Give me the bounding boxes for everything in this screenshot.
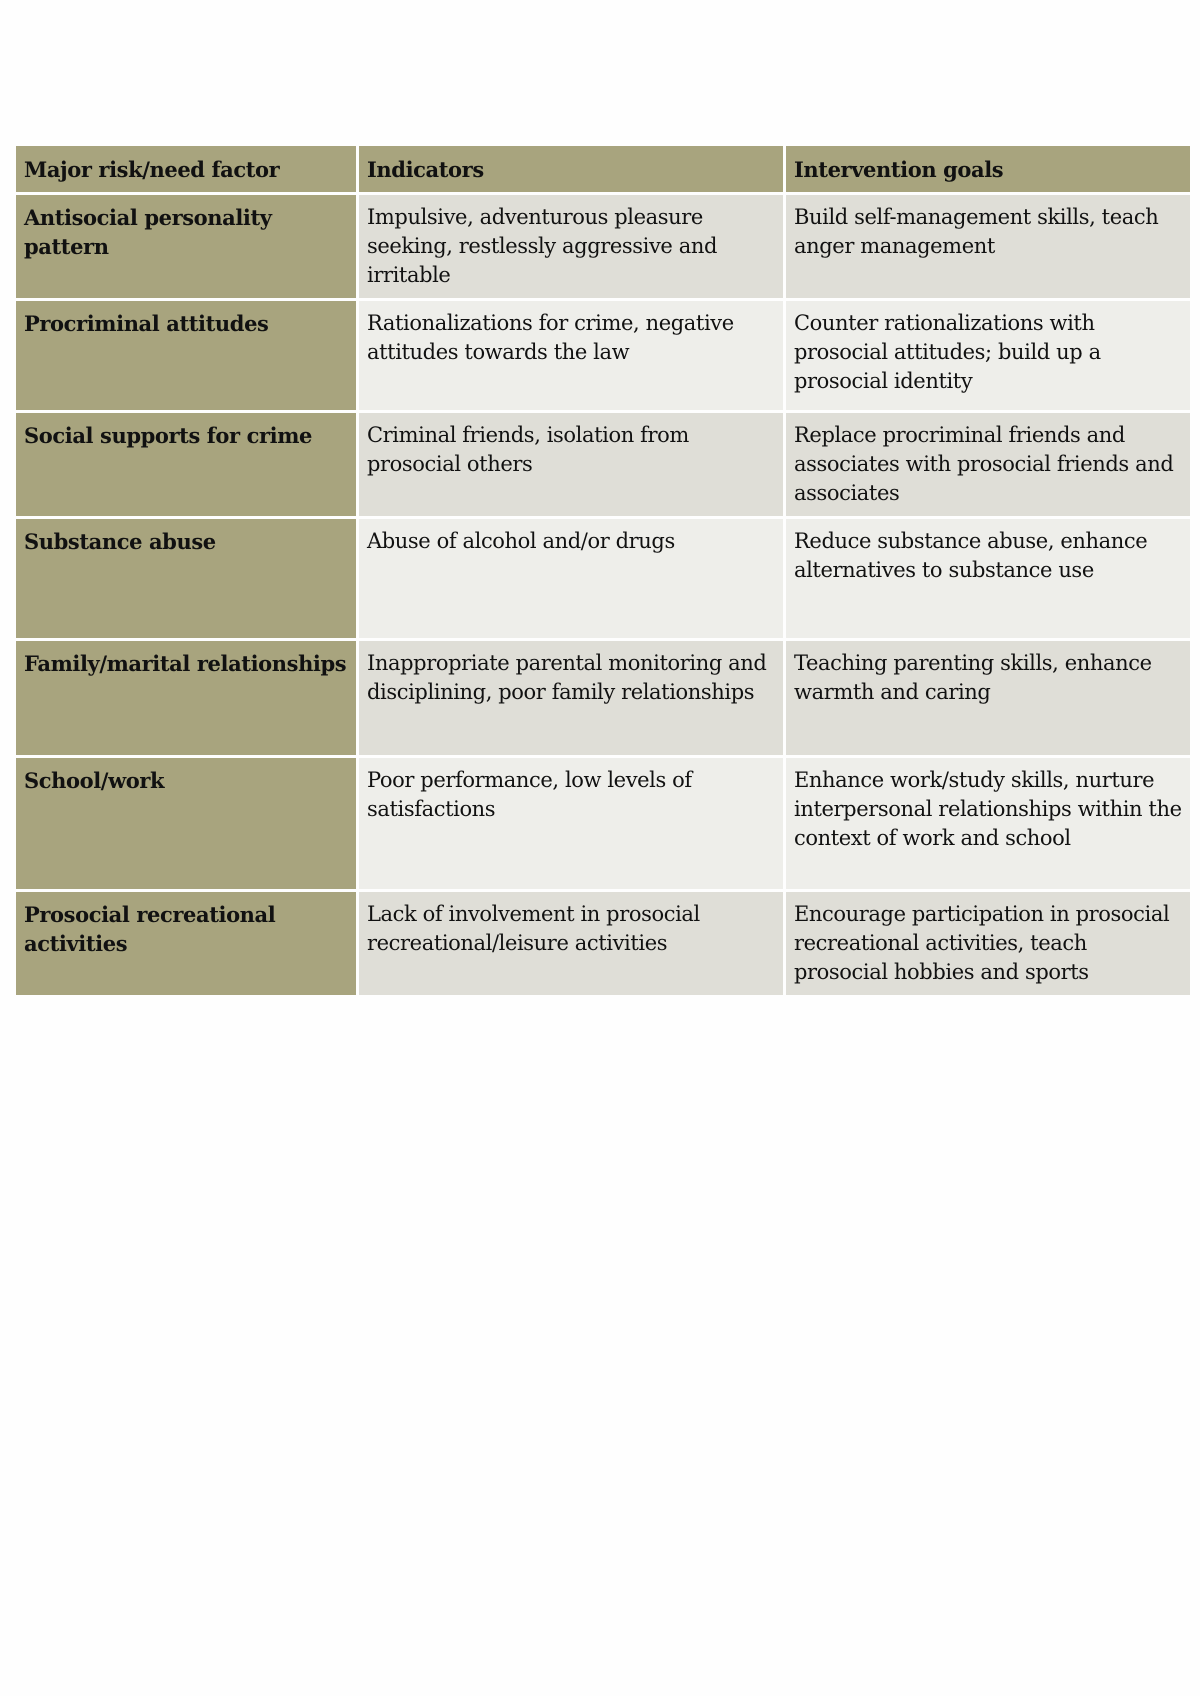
risk-need-table (13, 143, 1193, 998)
indicators-cell: Lack of involvement in prosocial recreational/leisure activities (359, 892, 783, 995)
table-row (16, 519, 1190, 638)
indicators-cell: Inappropriate parental monitoring and disciplining, poor family relationships (359, 641, 783, 755)
table-row (16, 641, 1190, 755)
table-row (16, 413, 1190, 516)
indicators-cell: Criminal friends, isolation from prosocial others (359, 413, 783, 516)
indicators-cell: Rationalizations for crime, negative attitudes towards the law (359, 301, 783, 410)
header-indicators: Indicators (359, 146, 783, 192)
indicators-cell: Poor performance, low levels of satisfactions (359, 758, 783, 889)
intervention-goals-cell: Build self-management skills, teach anger management (786, 195, 1190, 298)
table-row (16, 195, 1190, 298)
table-row (16, 758, 1190, 889)
table-row (16, 892, 1190, 995)
intervention-goals-cell: Encourage participation in prosocial recreational activities, teach prosocial hobbies and sports (786, 892, 1190, 995)
intervention-goals-cell: Teaching parenting skills, enhance warmth and caring (786, 641, 1190, 755)
header-intervention-goals: Intervention goals (786, 146, 1190, 192)
table-row (16, 301, 1190, 410)
header-risk-factor: Major risk/need factor (16, 146, 356, 192)
indicators-cell: Impulsive, adventurous pleasure seeking, restlessly aggressive and irritable (359, 195, 783, 298)
indicators-cell: Abuse of alcohol and/or drugs (359, 519, 783, 638)
intervention-goals-cell: Replace procriminal friends and associates with prosocial friends and associates (786, 413, 1190, 516)
risk-factor-cell: School/work (16, 758, 356, 889)
risk-factor-cell: Procriminal attitudes (16, 301, 356, 410)
table-header-row (16, 146, 1190, 192)
risk-factor-cell: Prosocial recreational activities (16, 892, 356, 995)
intervention-goals-cell: Counter rationalizations with prosocial attitudes; build up a prosocial identity (786, 301, 1190, 410)
risk-factor-cell: Family/marital relationships (16, 641, 356, 755)
risk-factor-cell: Substance abuse (16, 519, 356, 638)
risk-factor-cell: Antisocial personality pattern (16, 195, 356, 298)
intervention-goals-cell: Reduce substance abuse, enhance alternatives to substance use (786, 519, 1190, 638)
risk-factor-cell: Social supports for crime (16, 413, 356, 516)
intervention-goals-cell: Enhance work/study skills, nurture interpersonal relationships within the context of work and school (786, 758, 1190, 889)
